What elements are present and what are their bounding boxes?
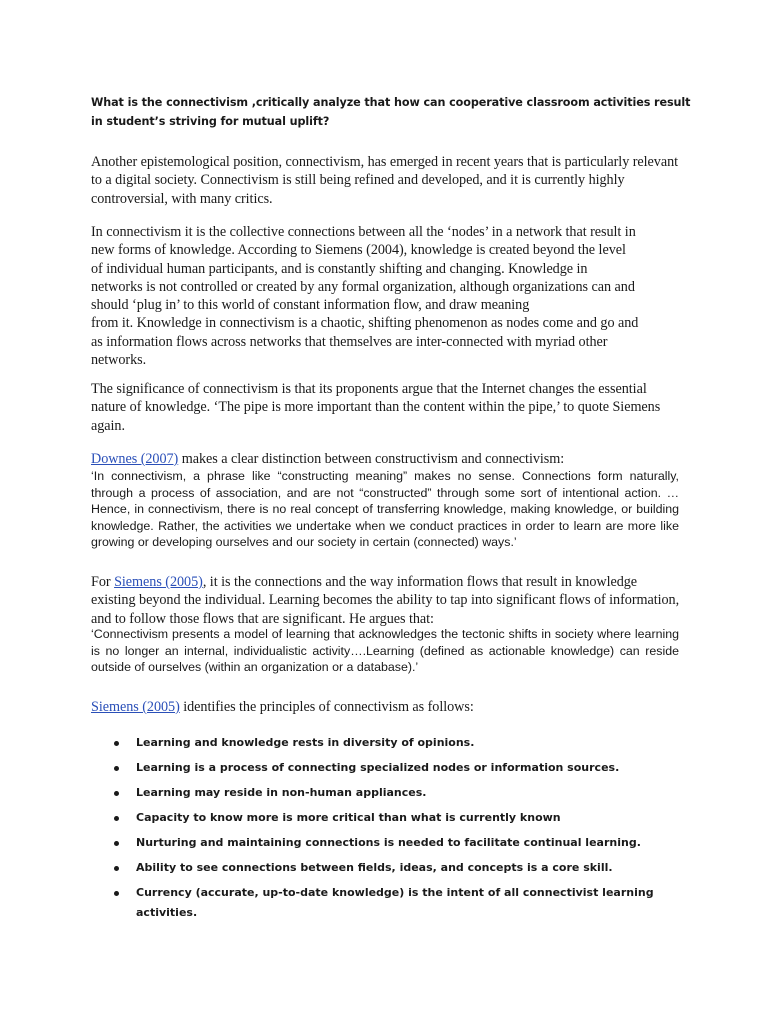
bullet-icon: [114, 741, 119, 746]
downes-text: makes a clear distinction between constructivism and connectivism:: [178, 451, 565, 467]
paragraph-line: as information flows across networks that themselves are inter-connected with myriad other: [91, 333, 608, 350]
bullet-icon: [114, 791, 119, 796]
list-item-text: Nurturing and maintaining connections is needed to facilitate continual learning.: [136, 836, 641, 849]
list-item-text: Learning is a process of connecting specialized nodes or information sources.: [136, 761, 620, 774]
principles-list: [112, 733, 712, 919]
list-item-text: Learning may reside in non-human appliances.: [136, 786, 427, 799]
list-item: [112, 783, 712, 808]
bullet-icon: [114, 841, 119, 846]
bullet-icon: [114, 891, 119, 896]
list-item-text: Capacity to know more is more critical than what is currently known: [136, 811, 561, 824]
list-item: [112, 758, 712, 783]
list-item: [112, 833, 712, 858]
paragraph-significance: The significance of connectivism is that its proponents argue that the Internet changes the essential nature of knowledge. ‘The pipe is more important than the content within the pipe,’ to quote Siemens again.: [91, 381, 661, 434]
paragraph-connections: [91, 223, 681, 369]
downes-quote: ‘In connectivism, a phrase like “constructing meaning” makes no sense. Connections form naturally, through a process of association, and are not “constructed” through some sort of intentional action. … Hence, in connectivism, there is no real concept of transferring knowledge, making knowledge, or building knowledge. Rather, the activities we undertake when we conduct practices in order to learn are more like growing or developing ourselves and our society in certain (connected) ways.’: [91, 469, 679, 550]
list-item-text: Currency (accurate, up-to-date knowledge) is the intent of all connectivist learning activities.: [136, 886, 654, 919]
paragraph-line: In connectivism it is the collective connections between all the ‘nodes’ in a network that result in: [91, 224, 636, 240]
list-item: [112, 883, 712, 919]
siemens-quote: ‘Connectivism presents a model of learning that acknowledges the tectonic shifts in society where learning is no longer an internal, individualistic activity….Learning (defined as actionable knowledge) can reside outside of ourselves (within an organization or a database).’: [91, 627, 679, 675]
list-item: [112, 858, 712, 883]
bullet-icon: [114, 866, 119, 871]
paragraph-principles-intro: [91, 698, 681, 716]
list-item-text: Ability to see connections between fields, ideas, and concepts is a core skill.: [136, 861, 613, 874]
downes-link[interactable]: Downes (2007): [91, 451, 179, 467]
question-heading: What is the connectivism ,critically analyze that how can cooperative classroom activities result in student’s striving for mutual uplift?: [91, 96, 691, 128]
paragraph-line: of individual human participants, and is constantly shifting and changing. Knowledge in: [91, 260, 588, 277]
list-item: [112, 733, 712, 758]
paragraph-siemens-flows: [91, 573, 681, 628]
paragraph-intro: Another epistemological position, connectivism, has emerged in recent years that is particularly relevant to a digital society. Connectivism is still being refined and developed, and it is currently highly controversial, with many critics.: [91, 154, 679, 207]
bullet-icon: [114, 766, 119, 771]
paragraph-line: networks is not controlled or created by any formal organization, although organizations can and: [91, 278, 635, 295]
paragraph-line: from it. Knowledge in connectivism is a chaotic, shifting phenomenon as nodes come and go and: [91, 315, 639, 332]
principles-intro-text: identifies the principles of connectivism as follows:: [179, 699, 474, 715]
bullet-icon: [114, 816, 119, 821]
list-item: [112, 808, 712, 833]
siemens-principles-link[interactable]: Siemens (2005): [91, 699, 180, 715]
list-item-text: Learning and knowledge rests in diversity of opinions.: [136, 736, 475, 749]
paragraph-line: should ‘plug in’ to this world of constant information flow, and draw meaning: [91, 297, 530, 314]
paragraph-line: networks.: [91, 352, 147, 369]
siemens-text: , it is the connections and the way information flows that result in knowledge existing beyond the individual. Learning becomes the ability to tap into significant flows of information, and to follow those flows that are significant. He argues that:: [91, 574, 680, 627]
paragraph-downes: [91, 450, 681, 468]
siemens-link[interactable]: Siemens (2005): [114, 574, 203, 590]
siemens-prefix: For: [91, 574, 115, 590]
paragraph-line: new forms of knowledge. According to Siemens (2004), knowledge is created beyond the level: [91, 242, 626, 259]
